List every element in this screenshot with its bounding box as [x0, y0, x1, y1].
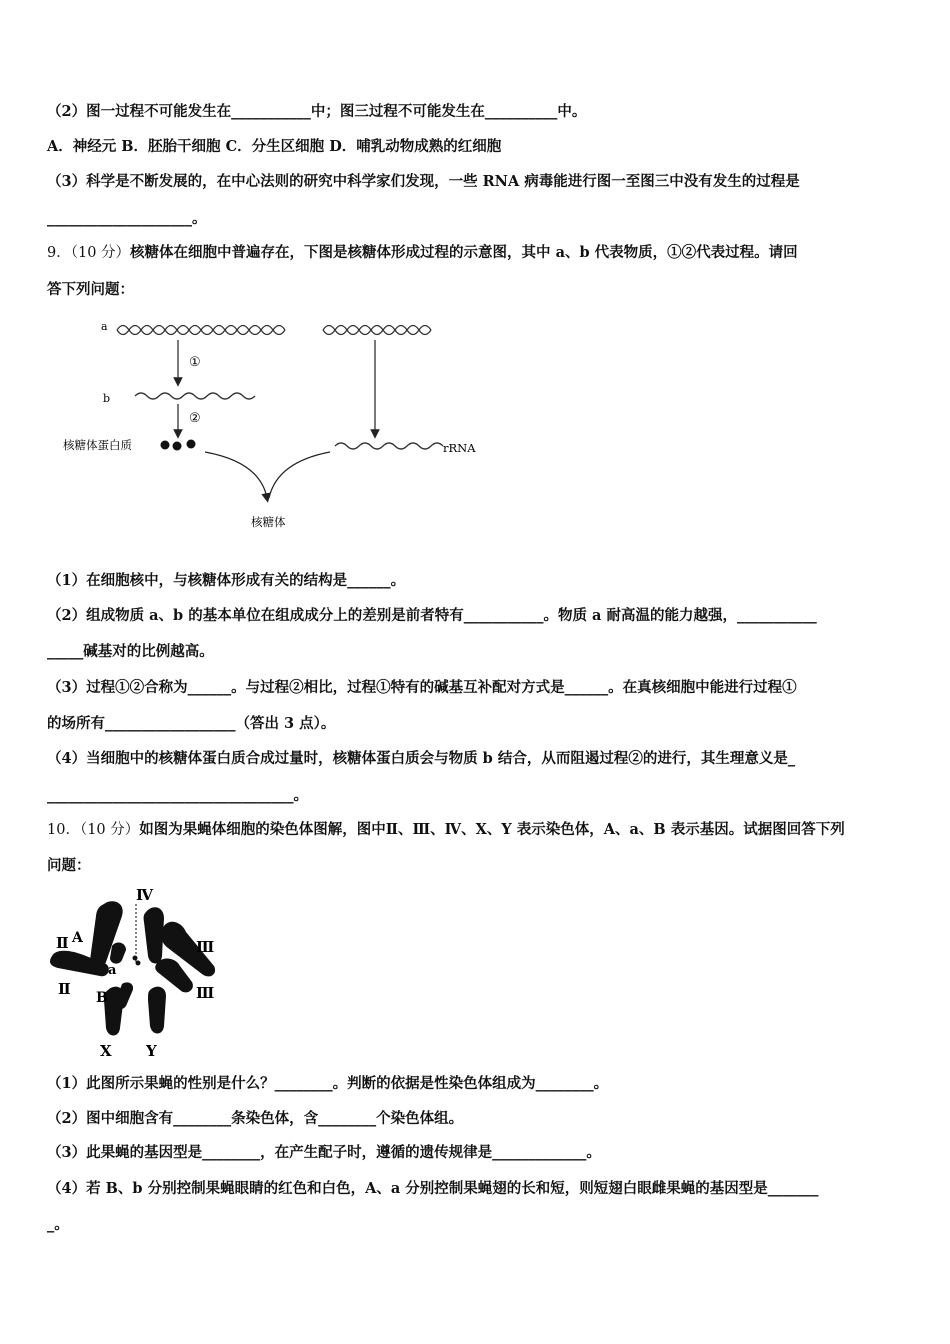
q9-part1: （1）在细胞核中，与核糖体形成有关的结构是______。	[47, 572, 406, 589]
q9-number: 9．（10 分）	[47, 245, 131, 261]
q9-part4-line2: __________________________________。	[47, 787, 308, 804]
q9-part2-line2: _____碱基对的比例越高。	[47, 643, 214, 660]
q8-part3-line2: ____________________。	[47, 210, 207, 227]
ribosomal-protein-label: 核糖体蛋白质	[63, 438, 132, 452]
q9-stem-text: 核糖体在细胞中普遍存在，下图是核糖体形成过程的示意图，其中 a、b 代表物质，①②代表过程。请回	[130, 244, 798, 261]
ribosome-formation-figure	[55, 312, 495, 542]
q8-options: A．神经元 B．胚胎干细胞 C．分生区细胞 D．哺乳动物成熟的红细胞	[47, 138, 502, 155]
label-gene-A: A	[72, 930, 83, 946]
q10-part1: （1）此图所示果蝇的性别是什么？________。判断的依据是性染色体组成为________。	[47, 1075, 609, 1092]
chromosome-IV-dot	[133, 956, 138, 961]
label-gene-a: a	[108, 963, 117, 978]
q10-stem-text: 如图为果蝇体细胞的染色体图解，图中Ⅱ、Ⅲ、Ⅳ、X、Y 表示染色体，A、a、B 表示基因。试据图回答下列	[139, 821, 845, 838]
q9-stem-line1	[47, 243, 798, 263]
q9-part3-line1: （3）过程①②合称为______。与过程②相比，过程①特有的碱基互补配对方式是______。在真核细胞中能进行过程①	[47, 679, 797, 696]
dna-helix-left	[117, 326, 285, 335]
chromosome-Y	[148, 987, 166, 1034]
dna-helix-right	[323, 326, 431, 335]
q10-part4-line1: （4）若 B、b 分别控制果蝇眼睛的红色和白色，A、a 分别控制果蝇翅的长和短，则短翅白眼雌果蝇的基因型是_______	[47, 1180, 819, 1197]
protein-dot	[161, 441, 170, 450]
label-X: X	[100, 1042, 112, 1060]
q10-part4-line2: _。	[47, 1216, 69, 1233]
q9-stem-line2: 答下列问题：	[47, 281, 134, 298]
label-b: b	[103, 392, 111, 405]
label-gene-B: B	[96, 990, 108, 1006]
converge-arrow-right	[269, 452, 330, 498]
label-Y: Y	[146, 1042, 157, 1060]
rrna-strand	[335, 443, 443, 449]
fruit-fly-chromosome-figure	[46, 886, 221, 1061]
q10-part3: （3）此果蝇的基因型是________，在产生配子时，遵循的遗传规律是_____________。	[47, 1144, 601, 1161]
q10-part2: （2）图中细胞含有________条染色体，含________个染色体组。	[47, 1110, 464, 1127]
protein-dot	[173, 442, 182, 451]
q9-part4-line1: （4）当细胞中的核糖体蛋白质合成过量时，核糖体蛋白质会与物质 b 结合，从而阻遏过程②的进行，其生理意义是_	[47, 750, 796, 767]
ribosome-label: 核糖体	[251, 515, 286, 529]
label-III-upper: Ⅲ	[196, 938, 215, 956]
q9-part3-line2: 的场所有__________________（答出 3 点）。	[47, 715, 336, 732]
q10-number: 10．（10 分）	[47, 822, 140, 838]
step1-label: ①	[189, 355, 201, 370]
protein-dot	[187, 440, 196, 449]
mrna-strand	[135, 393, 255, 399]
converge-arrow-left	[205, 452, 267, 498]
label-II-upper: Ⅱ	[56, 934, 69, 952]
label-III-lower: Ⅲ	[196, 984, 215, 1002]
q10-stem-line1	[47, 820, 845, 840]
label-a: a	[101, 320, 108, 333]
chromosome-II-inner	[110, 943, 126, 964]
step2-label: ②	[189, 411, 201, 426]
rrna-label: rRNA	[443, 441, 476, 455]
chromosome-III-upper	[144, 907, 164, 963]
label-IV: Ⅳ	[136, 886, 154, 904]
chromosome-X-right	[116, 982, 133, 1008]
label-II-lower: Ⅱ	[58, 980, 71, 998]
q8-part3-line1: （3）科学是不断发展的，在中心法则的研究中科学家们发现，一些 RNA 病毒能进行图一至图三中没有发生的过程是	[47, 173, 800, 190]
q10-stem-line2: 问题：	[47, 857, 91, 874]
chromosome-IV-dot	[136, 961, 141, 966]
q8-part2: （2）图一过程不可能发生在___________中；图三过程不可能发生在__________中。	[47, 103, 587, 120]
q9-part2-line1: （2）组成物质 a、b 的基本单位在组成成分上的差别是前者特有___________。物质 a 耐高温的能力越强，___________	[47, 607, 817, 624]
